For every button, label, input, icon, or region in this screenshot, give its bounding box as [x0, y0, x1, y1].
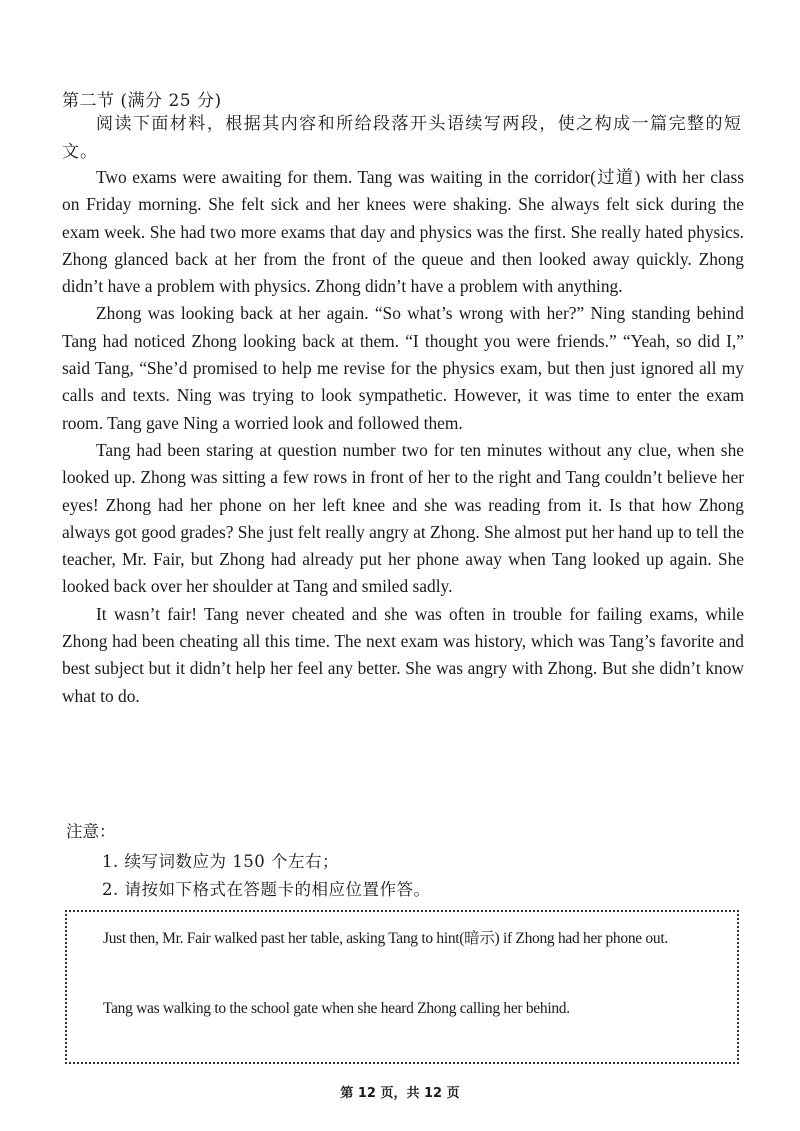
note-item-format: 2. 请按如下格式在答题卡的相应位置作答。 — [102, 880, 431, 899]
notes-label: 注意： — [66, 822, 116, 841]
section-title: 第二节 (满分 25 分) — [62, 91, 222, 111]
story-paragraph-1: Two exams were awaiting for them. Tang was waiting in the corridor(过道) with her class on Friday morning. She felt sick and her knees were shaking. She always felt sick during the exam week. She had two more exams that day and physics was the first. She really hated physics. Zhong glanced back at her from the front of the queue and then looked away quickly. Zhong didn’t have a problem with physics. Zhong didn’t have a problem with anything. — [62, 167, 744, 297]
paragraph-starter-1: Just then, Mr. Fair walked past her table, asking Tang to hint(暗示) if Zhong had her phone out. — [103, 930, 668, 947]
note-item-word-count: 1. 续写词数应为 150 个左右； — [102, 852, 339, 871]
answer-format-box — [65, 910, 739, 1064]
story-passage — [62, 164, 744, 710]
story-paragraph-3: Tang had been staring at question number two for ten minutes without any clue, when she looked up. Zhong was sitting a few rows in front of her to the right and Tang couldn’t believe her eyes! Zhong had her phone on her left knee and she was reading from it. Is that how Zhong always got good grades? She just felt really angry at Zhong. She almost put her hand up to tell the teacher, Mr. Fair, but Zhong had already put her phone away when Tang looked up again. She looked back over her shoulder at Tang and smiled sadly. — [62, 439, 744, 597]
paragraph-starter-2: Tang was walking to the school gate when she heard Zhong calling her behind. — [103, 1000, 570, 1017]
instruction-text: 阅读下面材料，根据其内容和所给段落开头语续写两段，使之构成一篇完整的短文。 — [62, 114, 742, 162]
story-paragraph-4: It wasn’t fair! Tang never cheated and she was often in trouble for failing exams, while Zhong had been cheating all this time. The next exam was history, which was Tang’s favorite and best subject but it didn’t help her feel any better. She was angry with Zhong. But she didn’t know what to do. — [62, 603, 744, 706]
story-paragraph-2: Zhong was looking back at her again. “So what’s wrong with her?” Ning standing behind Tang had noticed Zhong looking back at them. “I thought you were friends.” “Yeah, so did I,” said Tang, “She’d promised to help me revise for the physics exam, but then just ignored all my calls and texts. Ning was trying to look sympathetic. However, it was time to enter the exam room. Tang gave Ning a worried look and followed them. — [62, 303, 744, 433]
page-number-footer: 第 12 页，共 12 页 — [340, 1086, 460, 1101]
